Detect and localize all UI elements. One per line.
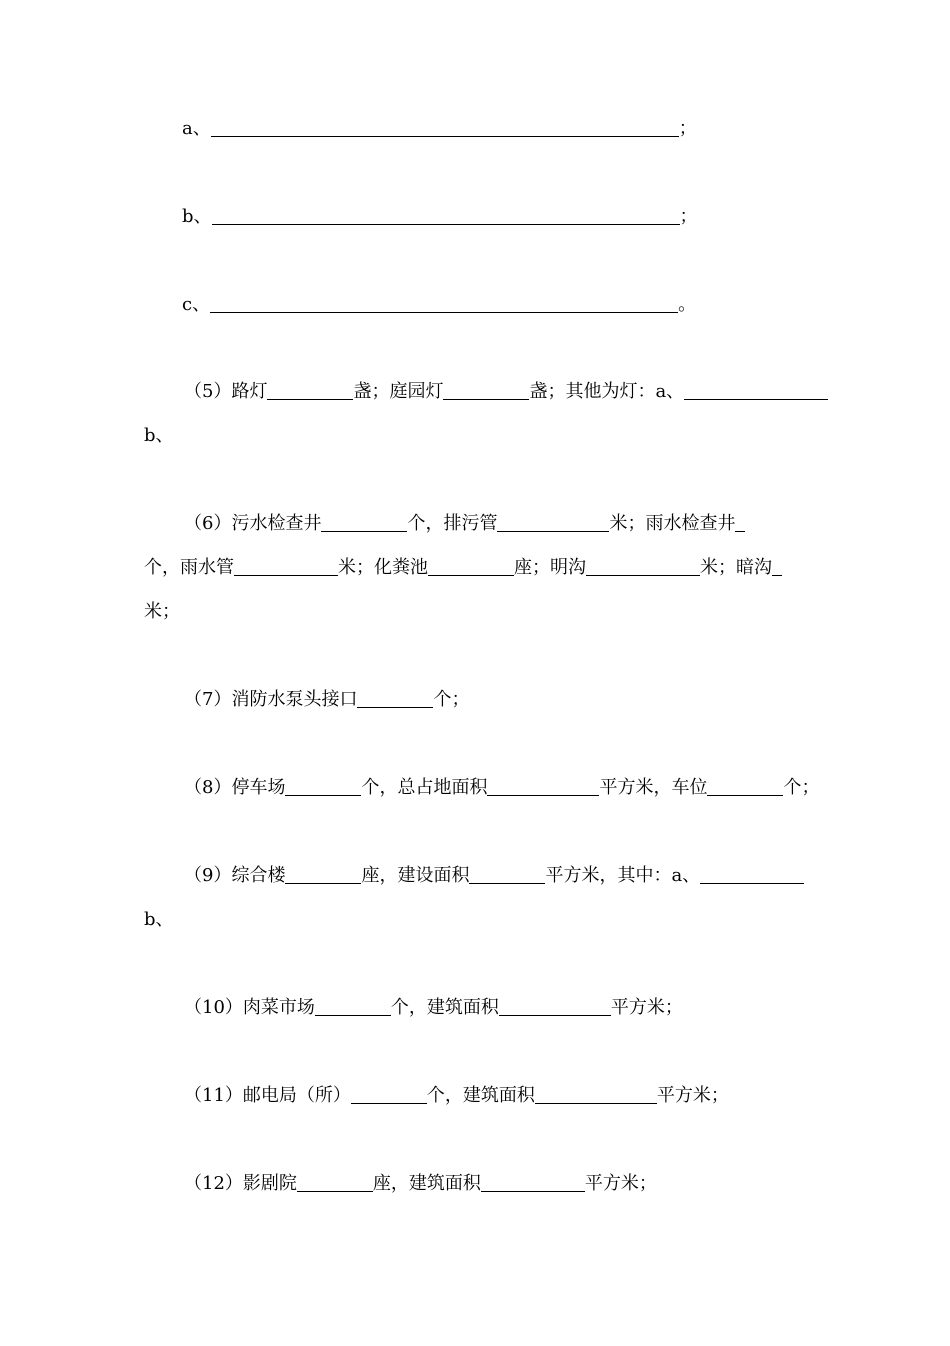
q9-cont-line xyxy=(144,908,174,932)
q7-line xyxy=(184,688,469,712)
q6-line-3 xyxy=(144,600,180,624)
q11-area-blank[interactable] xyxy=(535,1085,657,1104)
q6-label: （6）污水检查井 xyxy=(184,513,322,534)
item-c-line xyxy=(182,293,696,317)
q10-area-blank[interactable] xyxy=(499,997,611,1016)
q9-line xyxy=(184,864,804,888)
q10-line xyxy=(184,996,683,1020)
q6-text-3: 米；雨水检查井 xyxy=(609,513,736,534)
item-c-suffix: 。 xyxy=(678,294,697,315)
q10-text-3: 平方米； xyxy=(610,997,683,1018)
q12-area-blank[interactable] xyxy=(481,1173,585,1192)
q5-streetlight-blank[interactable] xyxy=(267,381,353,400)
q11-post-count-blank[interactable] xyxy=(351,1085,427,1104)
q6-septic-blank[interactable] xyxy=(428,557,514,576)
q6-text-6: 座；明沟 xyxy=(514,557,586,578)
q7-text-2: 个； xyxy=(433,689,470,710)
q8-text-3: 平方米，车位 xyxy=(599,777,708,798)
item-a-blank[interactable] xyxy=(211,118,679,137)
q11-label: （11）邮电局（所） xyxy=(184,1085,351,1106)
q5-gardenlight-blank[interactable] xyxy=(443,381,529,400)
q6-line-2 xyxy=(144,556,782,580)
q6-text-2: 个，排污管 xyxy=(407,513,498,534)
q8-spaces-blank[interactable] xyxy=(707,777,783,796)
q5-text-2: 盏；庭园灯 xyxy=(353,381,444,402)
q8-text-4: 个； xyxy=(783,777,820,798)
q9-building-count-blank[interactable] xyxy=(285,865,361,884)
q6-sewage-well-blank[interactable] xyxy=(321,513,407,532)
q7-label: （7）消防水泵头接口 xyxy=(184,689,358,710)
item-b-prefix: b、 xyxy=(182,206,212,227)
item-b-blank[interactable] xyxy=(212,206,680,225)
item-b-line xyxy=(182,205,698,229)
q6-text-8: 米； xyxy=(144,601,180,622)
q12-label: （12）影剧院 xyxy=(184,1173,297,1194)
item-b-suffix: ； xyxy=(679,206,698,227)
q6-rain-well-blank[interactable] xyxy=(735,513,745,532)
q9-cont-text: b、 xyxy=(144,909,174,930)
item-c-prefix: c、 xyxy=(182,294,211,315)
q5-label: （5）路灯 xyxy=(184,381,268,402)
q6-text-4: 个，雨水管 xyxy=(144,557,234,578)
q12-text-3: 平方米； xyxy=(584,1173,657,1194)
item-a-suffix: ； xyxy=(678,118,697,139)
q5-cont-text: b、 xyxy=(144,425,174,446)
q7-hydrant-blank[interactable] xyxy=(357,689,433,708)
q6-sewage-pipe-blank[interactable] xyxy=(497,513,609,532)
q11-line xyxy=(184,1084,729,1108)
item-c-blank[interactable] xyxy=(210,294,678,313)
item-a-line xyxy=(182,117,697,141)
q12-line xyxy=(184,1172,657,1196)
q9-a-blank[interactable] xyxy=(700,865,804,884)
q10-label: （10）肉菜市场 xyxy=(184,997,315,1018)
q12-text-2: 座，建筑面积 xyxy=(372,1173,481,1194)
q5-cont-line xyxy=(144,424,174,448)
q6-line-1 xyxy=(184,512,745,536)
q10-text-2: 个，建筑面积 xyxy=(390,997,499,1018)
q8-parking-count-blank[interactable] xyxy=(285,777,361,796)
q5-text-3: 盏；其他为灯：a、 xyxy=(529,381,685,402)
q8-line xyxy=(184,776,819,800)
q6-open-ditch-blank[interactable] xyxy=(586,557,700,576)
q5-line xyxy=(184,380,828,404)
q11-text-2: 个，建筑面积 xyxy=(426,1085,535,1106)
q9-label: （9）综合楼 xyxy=(184,865,286,886)
q8-label: （8）停车场 xyxy=(184,777,286,798)
q8-text-2: 个，总占地面积 xyxy=(361,777,488,798)
q9-area-blank[interactable] xyxy=(469,865,545,884)
q11-text-3: 平方米； xyxy=(656,1085,729,1106)
q5-other-a-blank[interactable] xyxy=(684,381,828,400)
q12-cinema-count-blank[interactable] xyxy=(297,1173,373,1192)
q6-text-5: 米；化粪池 xyxy=(338,557,428,578)
q9-text-2: 座，建设面积 xyxy=(361,865,470,886)
q6-covered-ditch-blank[interactable] xyxy=(772,557,782,576)
item-a-prefix: a、 xyxy=(182,118,211,139)
q9-text-3: 平方米，其中：a、 xyxy=(545,865,701,886)
q6-text-7: 米；暗沟 xyxy=(700,557,772,578)
q6-rain-pipe-blank[interactable] xyxy=(234,557,338,576)
q8-area-blank[interactable] xyxy=(487,777,599,796)
q10-market-count-blank[interactable] xyxy=(315,997,391,1016)
